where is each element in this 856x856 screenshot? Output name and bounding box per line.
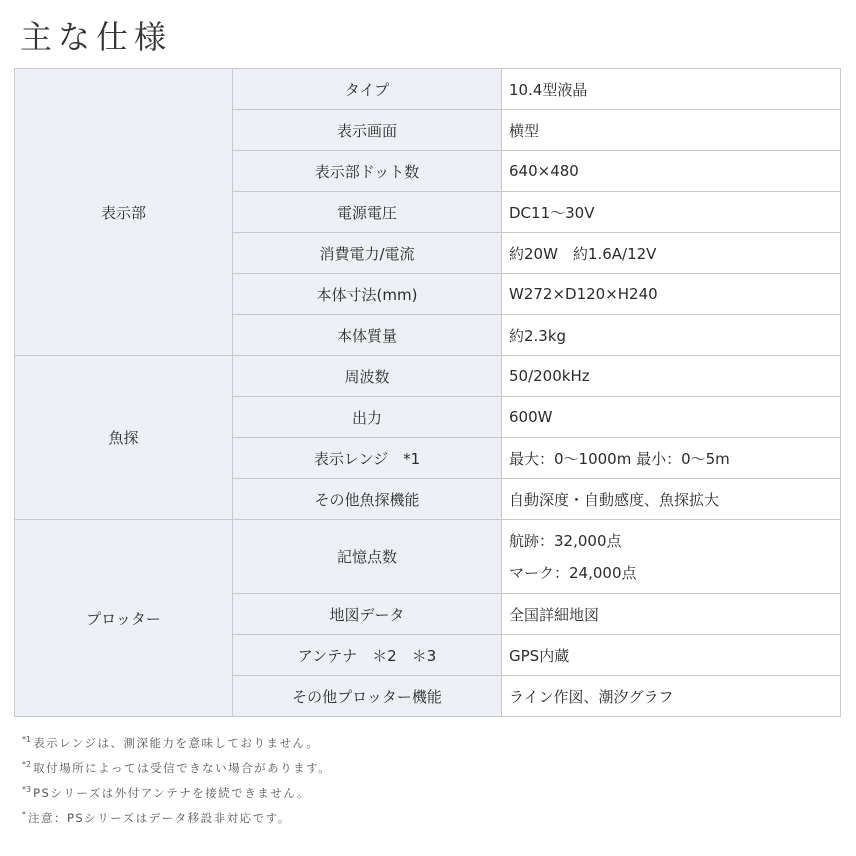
category-cell: 表示部 [15, 69, 233, 356]
spec-value: 横型 [502, 110, 841, 151]
spec-value: 約20W 約1.6A/12V [502, 233, 841, 274]
spec-label: 表示画面 [233, 110, 502, 151]
spec-label: その他プロッター機能 [233, 676, 502, 717]
spec-label: 周波数 [233, 356, 502, 397]
spec-label: アンテナ ＊2 ＊3 [233, 635, 502, 676]
spec-value: GPS内蔵 [502, 635, 841, 676]
spec-label: 表示レンジ *1 [233, 438, 502, 479]
footnote-mark: *2 [22, 760, 32, 769]
page-title: 主な仕様 [20, 18, 173, 56]
category-cell: プロッター [15, 520, 233, 717]
spec-table [14, 68, 841, 717]
footnote-mark: *3 [22, 785, 32, 794]
spec-value: 10.4型液晶 [502, 69, 841, 110]
footnote-mark: * [22, 810, 26, 819]
spec-value: 最大：0〜1000m 最小：0〜5m [502, 438, 841, 479]
spec-value: 600W [502, 397, 841, 438]
spec-value-line: 航跡：32,000点 [509, 531, 622, 550]
spec-value: DC11〜30V [502, 192, 841, 233]
spec-value [502, 520, 841, 594]
spec-label: 表示部ドット数 [233, 151, 502, 192]
spec-label: 消費電力/電流 [233, 233, 502, 274]
footnote [22, 755, 331, 780]
footnote-text: 表示レンジは、測深能力を意味しておりません。 [33, 735, 320, 750]
footnotes [22, 730, 331, 830]
spec-value: 640×480 [502, 151, 841, 192]
spec-label: 地図データ [233, 594, 502, 635]
spec-value: 全国詳細地図 [502, 594, 841, 635]
spec-label: その他魚探機能 [233, 479, 502, 520]
spec-label: 出力 [233, 397, 502, 438]
table-row [15, 69, 841, 110]
footnote [22, 780, 331, 805]
spec-label: 本体寸法(mm) [233, 274, 502, 315]
table-row [15, 520, 841, 594]
spec-value: 50/200kHz [502, 356, 841, 397]
footnote [22, 805, 331, 830]
spec-value: W272×D120×H240 [502, 274, 841, 315]
spec-value: 約2.3kg [502, 315, 841, 356]
table-row [15, 356, 841, 397]
spec-label: 記憶点数 [233, 520, 502, 594]
spec-value: 自動深度・自動感度、魚探拡大 [502, 479, 841, 520]
spec-label: 本体質量 [233, 315, 502, 356]
spec-value-line: マーク：24,000点 [509, 563, 637, 582]
spec-label: タイプ [233, 69, 502, 110]
footnote-text: 注意：PSシリーズはデータ移設非対応です。 [28, 810, 291, 825]
category-cell: 魚探 [15, 356, 233, 520]
footnote-text: PSシリーズは外付アンテナを接続できません。 [33, 785, 310, 800]
footnote [22, 730, 331, 755]
footnote-text: 取付場所によっては受信できない場合があります。 [33, 760, 332, 775]
spec-value: ライン作図、潮汐グラフ [502, 676, 841, 717]
spec-label: 電源電圧 [233, 192, 502, 233]
footnote-mark: *1 [22, 735, 32, 744]
